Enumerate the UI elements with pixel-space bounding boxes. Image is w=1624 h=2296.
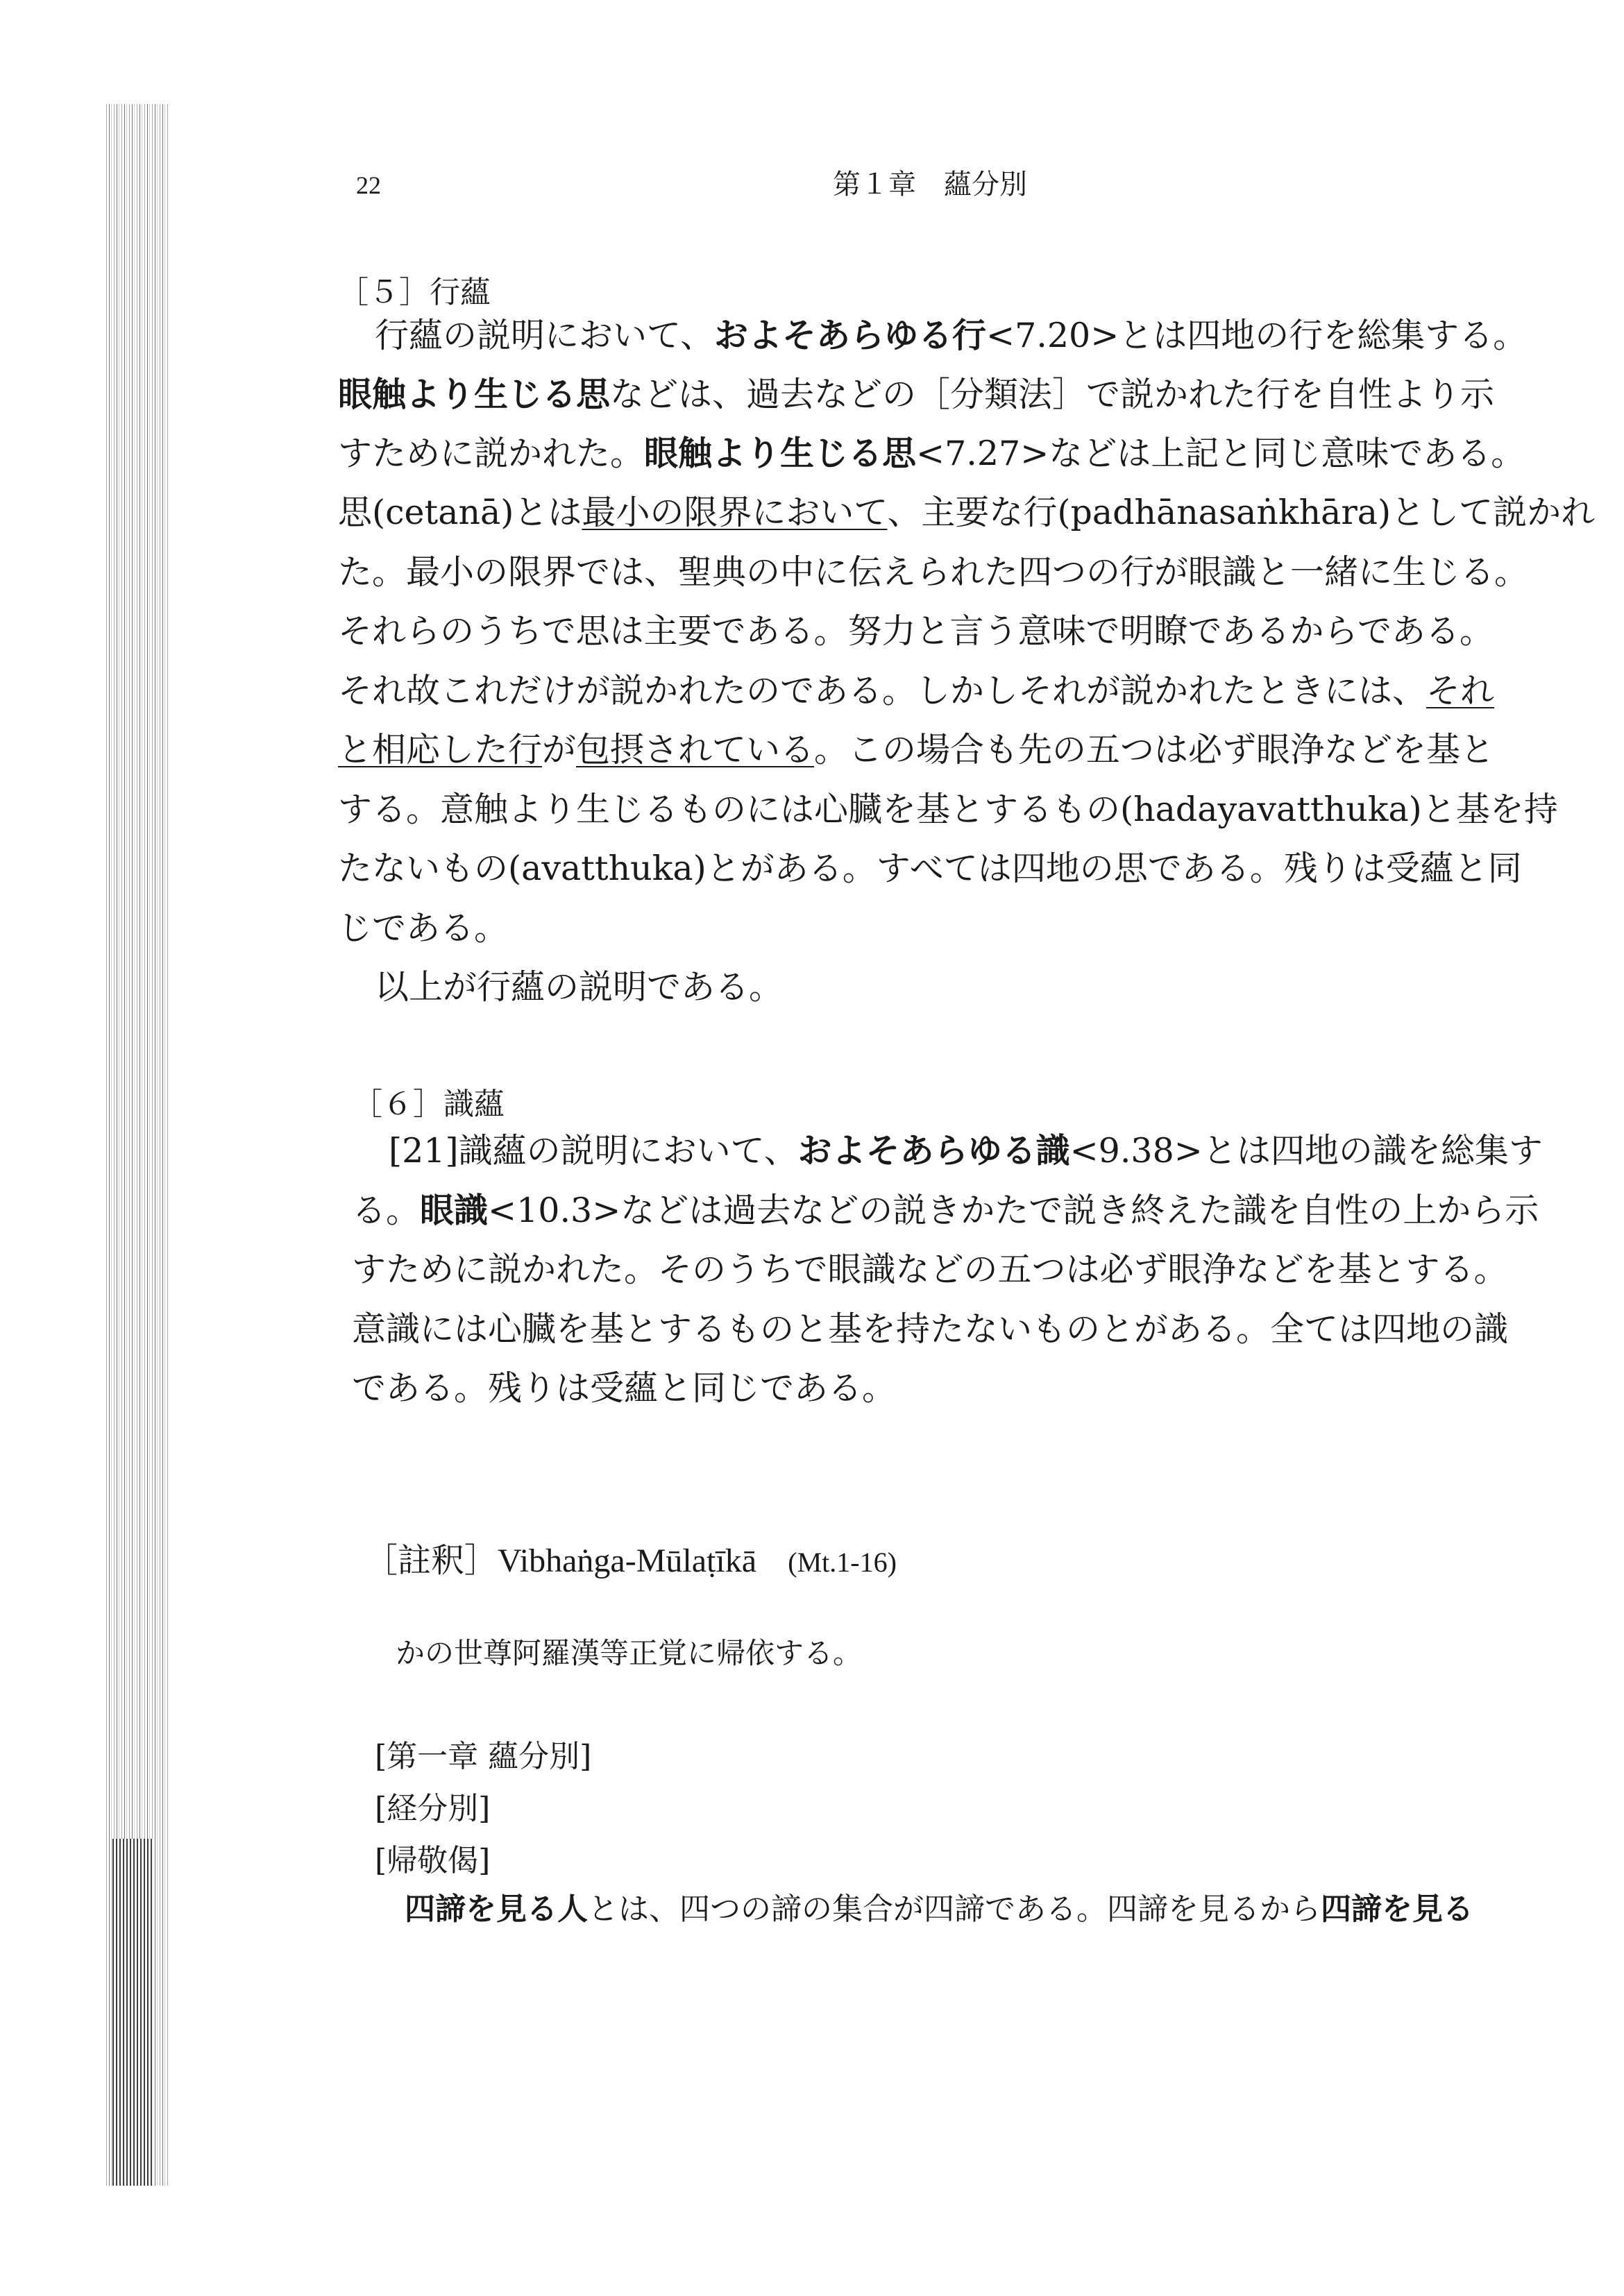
homage-line: かの世尊阿羅漢等正覚に帰依する。 xyxy=(396,1636,863,1670)
text-line: た。最小の限界では、聖典の中に伝えられた四つの行が眼識と一緒に生じる。 xyxy=(338,552,1529,592)
text-line: る。眼識<10.3>などは過去などの説きかたで説き終えた識を自性の上から示 xyxy=(352,1190,1539,1230)
commentary-heading xyxy=(364,1533,897,1581)
text-line: 眼触より生じる思などは、過去などの［分類法］で説かれた行を自性より示 xyxy=(338,374,1495,414)
text-line: それらのうちで思は主要である。努力と言う意味で明瞭であるからである。 xyxy=(338,611,1494,651)
text-line: [21]識蘊の説明において、およそあらゆる識<9.38>とは四地の識を総集す xyxy=(389,1130,1543,1171)
verse-heading: [帰敬偈] xyxy=(375,1843,491,1878)
text-line: 思(cetanā)とは最小の限界において、主要な行(padhānasaṅkhāra)として説かれ xyxy=(338,493,1596,532)
text-line: 四諦を見る人とは、四つの諦の集合が四諦である。四諦を見るから四諦を見る xyxy=(405,1891,1473,1927)
binding-edge-dark xyxy=(112,1839,154,2186)
sutta-heading: [経分別] xyxy=(375,1791,491,1826)
text-line: すために説かれた。そのうちで眼識などの五つは必ず眼浄などを基とする。 xyxy=(352,1250,1508,1289)
text-line: それ故これだけが説かれたのである。しかしそれが説かれたときには、それ xyxy=(338,671,1495,711)
chapter-heading: [第一章 蘊分別] xyxy=(375,1739,592,1774)
text-line: すために説かれた。眼触より生じる思<7.27>などは上記と同じ意味である。 xyxy=(338,433,1525,473)
commentary-title: ［註釈］Vibhaṅga-Mūlaṭīkā xyxy=(364,1542,757,1579)
text-line: する。意触より生じるものには心臓を基とするもの(hadayavatthuka)と基を持 xyxy=(338,790,1558,829)
commentary-reference: (Mt.1-16) xyxy=(788,1547,897,1578)
text-line: 以上が行蘊の説明である。 xyxy=(375,967,784,1007)
text-line: 行蘊の説明において、およそあらゆる行<7.20>とは四地の行を総集する。 xyxy=(375,315,1528,355)
section-6-heading: ［６］識蘊 xyxy=(352,1087,505,1122)
running-head: 第１章 蘊分別 xyxy=(833,169,1027,201)
page-number: 22 xyxy=(356,171,381,199)
text-line: たないもの(avatthuka)とがある。すべては四地の思である。残りは受蘊と同 xyxy=(338,849,1522,888)
text-line: と相応した行が包摂されている。この場合も先の五つは必ず眼浄などを基と xyxy=(338,730,1495,769)
text-line: 意識には心臓を基とするものと基を持たないものとがある。全ては四地の識 xyxy=(352,1309,1509,1349)
text-line: である。残りは受蘊と同じである。 xyxy=(352,1368,897,1408)
text-line: じである。 xyxy=(338,908,509,948)
section-5-heading: ［５］行蘊 xyxy=(338,275,491,310)
